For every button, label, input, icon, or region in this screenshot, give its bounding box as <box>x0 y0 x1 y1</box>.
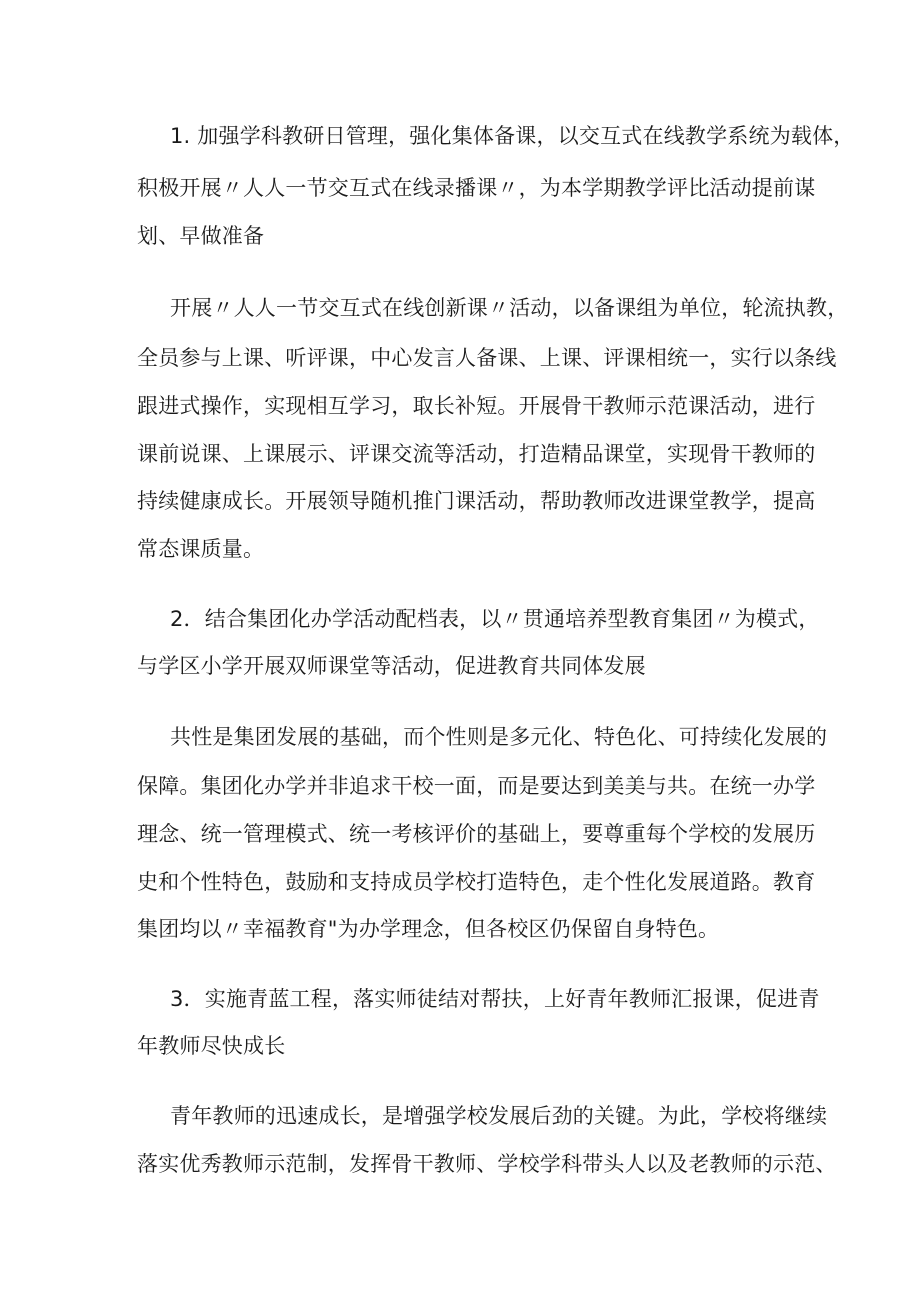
section-3-body-line-2: 落实优秀教师示范制，发挥骨干教师、学校学科带头人以及老教师的示范、 <box>137 1152 837 1176</box>
section-3-heading-line-2: 年教师尽快成长 <box>137 1034 286 1058</box>
section-2-body-line-3: 理念、统一管理模式、统一考核评价的基础上，要尊重每个学校的发展历 <box>137 822 816 846</box>
section-1-heading-line-2: 积极开展〃人人一节交互式在线录播课〃，为本学期教学评比活动提前谋 <box>137 176 816 200</box>
section-1-body-line-1: 开展〃人人一节交互式在线创新课〃活动，以备课组为单位，轮流执教， <box>170 296 849 320</box>
section-2-body-line-5: 集团均以〃幸福教育"为办学理念，但各校区仍保留自身特色。 <box>137 917 720 941</box>
section-1-body-line-3: 跟进式操作，实现相互学习，取长补短。开展骨干教师示范课活动，进行 <box>137 394 816 418</box>
section-1-body-line-6: 常态课质量。 <box>137 537 265 561</box>
section-2-heading-line-2: 与学区小学开展双师课堂等活动，促进教育共同体发展 <box>137 654 646 678</box>
section-2-body-line-2: 保障。集团化办学并非追求干校一面，而是要达到美美与共。在统一办学 <box>137 774 816 798</box>
section-1-heading-line-3: 划、早做准备 <box>137 224 265 248</box>
section-3-body-line-1: 青年教师的迅速成长，是增强学校发展后劲的关键。为此，学校将继续 <box>170 1104 828 1128</box>
section-2-body-line-4: 史和个性特色，鼓励和支持成员学校打造特色，走个性化发展道路。教育 <box>137 870 816 894</box>
section-3-heading-line-1: 3．实施青蓝工程，落实师徒结对帮扶，上好青年教师汇报课，促进青 <box>170 987 820 1011</box>
section-1-heading-line-1: 1. 加强学科教研日管理，强化集体备课，以交互式在线教学系统为载体， <box>170 124 855 148</box>
section-2-body-line-1: 共性是集团发展的基础，而个性则是多元化、特色化、可持续化发展的 <box>170 725 828 749</box>
section-1-body-line-5: 持续健康成长。开展领导随机推门课活动，帮助教师改进课堂教学，提高 <box>137 489 816 513</box>
section-1-body-line-2: 全员参与上课、听评课，中心发言人备课、上课、评课相统一，实行以条线 <box>137 346 837 370</box>
section-2-heading-line-1: 2．结合集团化办学活动配档表，以〃贯通培养型教育集团〃为模式， <box>170 607 820 631</box>
section-1-body-line-4: 课前说课、上课展示、评课交流等活动，打造精品课堂，实现骨干教师的 <box>137 442 816 466</box>
